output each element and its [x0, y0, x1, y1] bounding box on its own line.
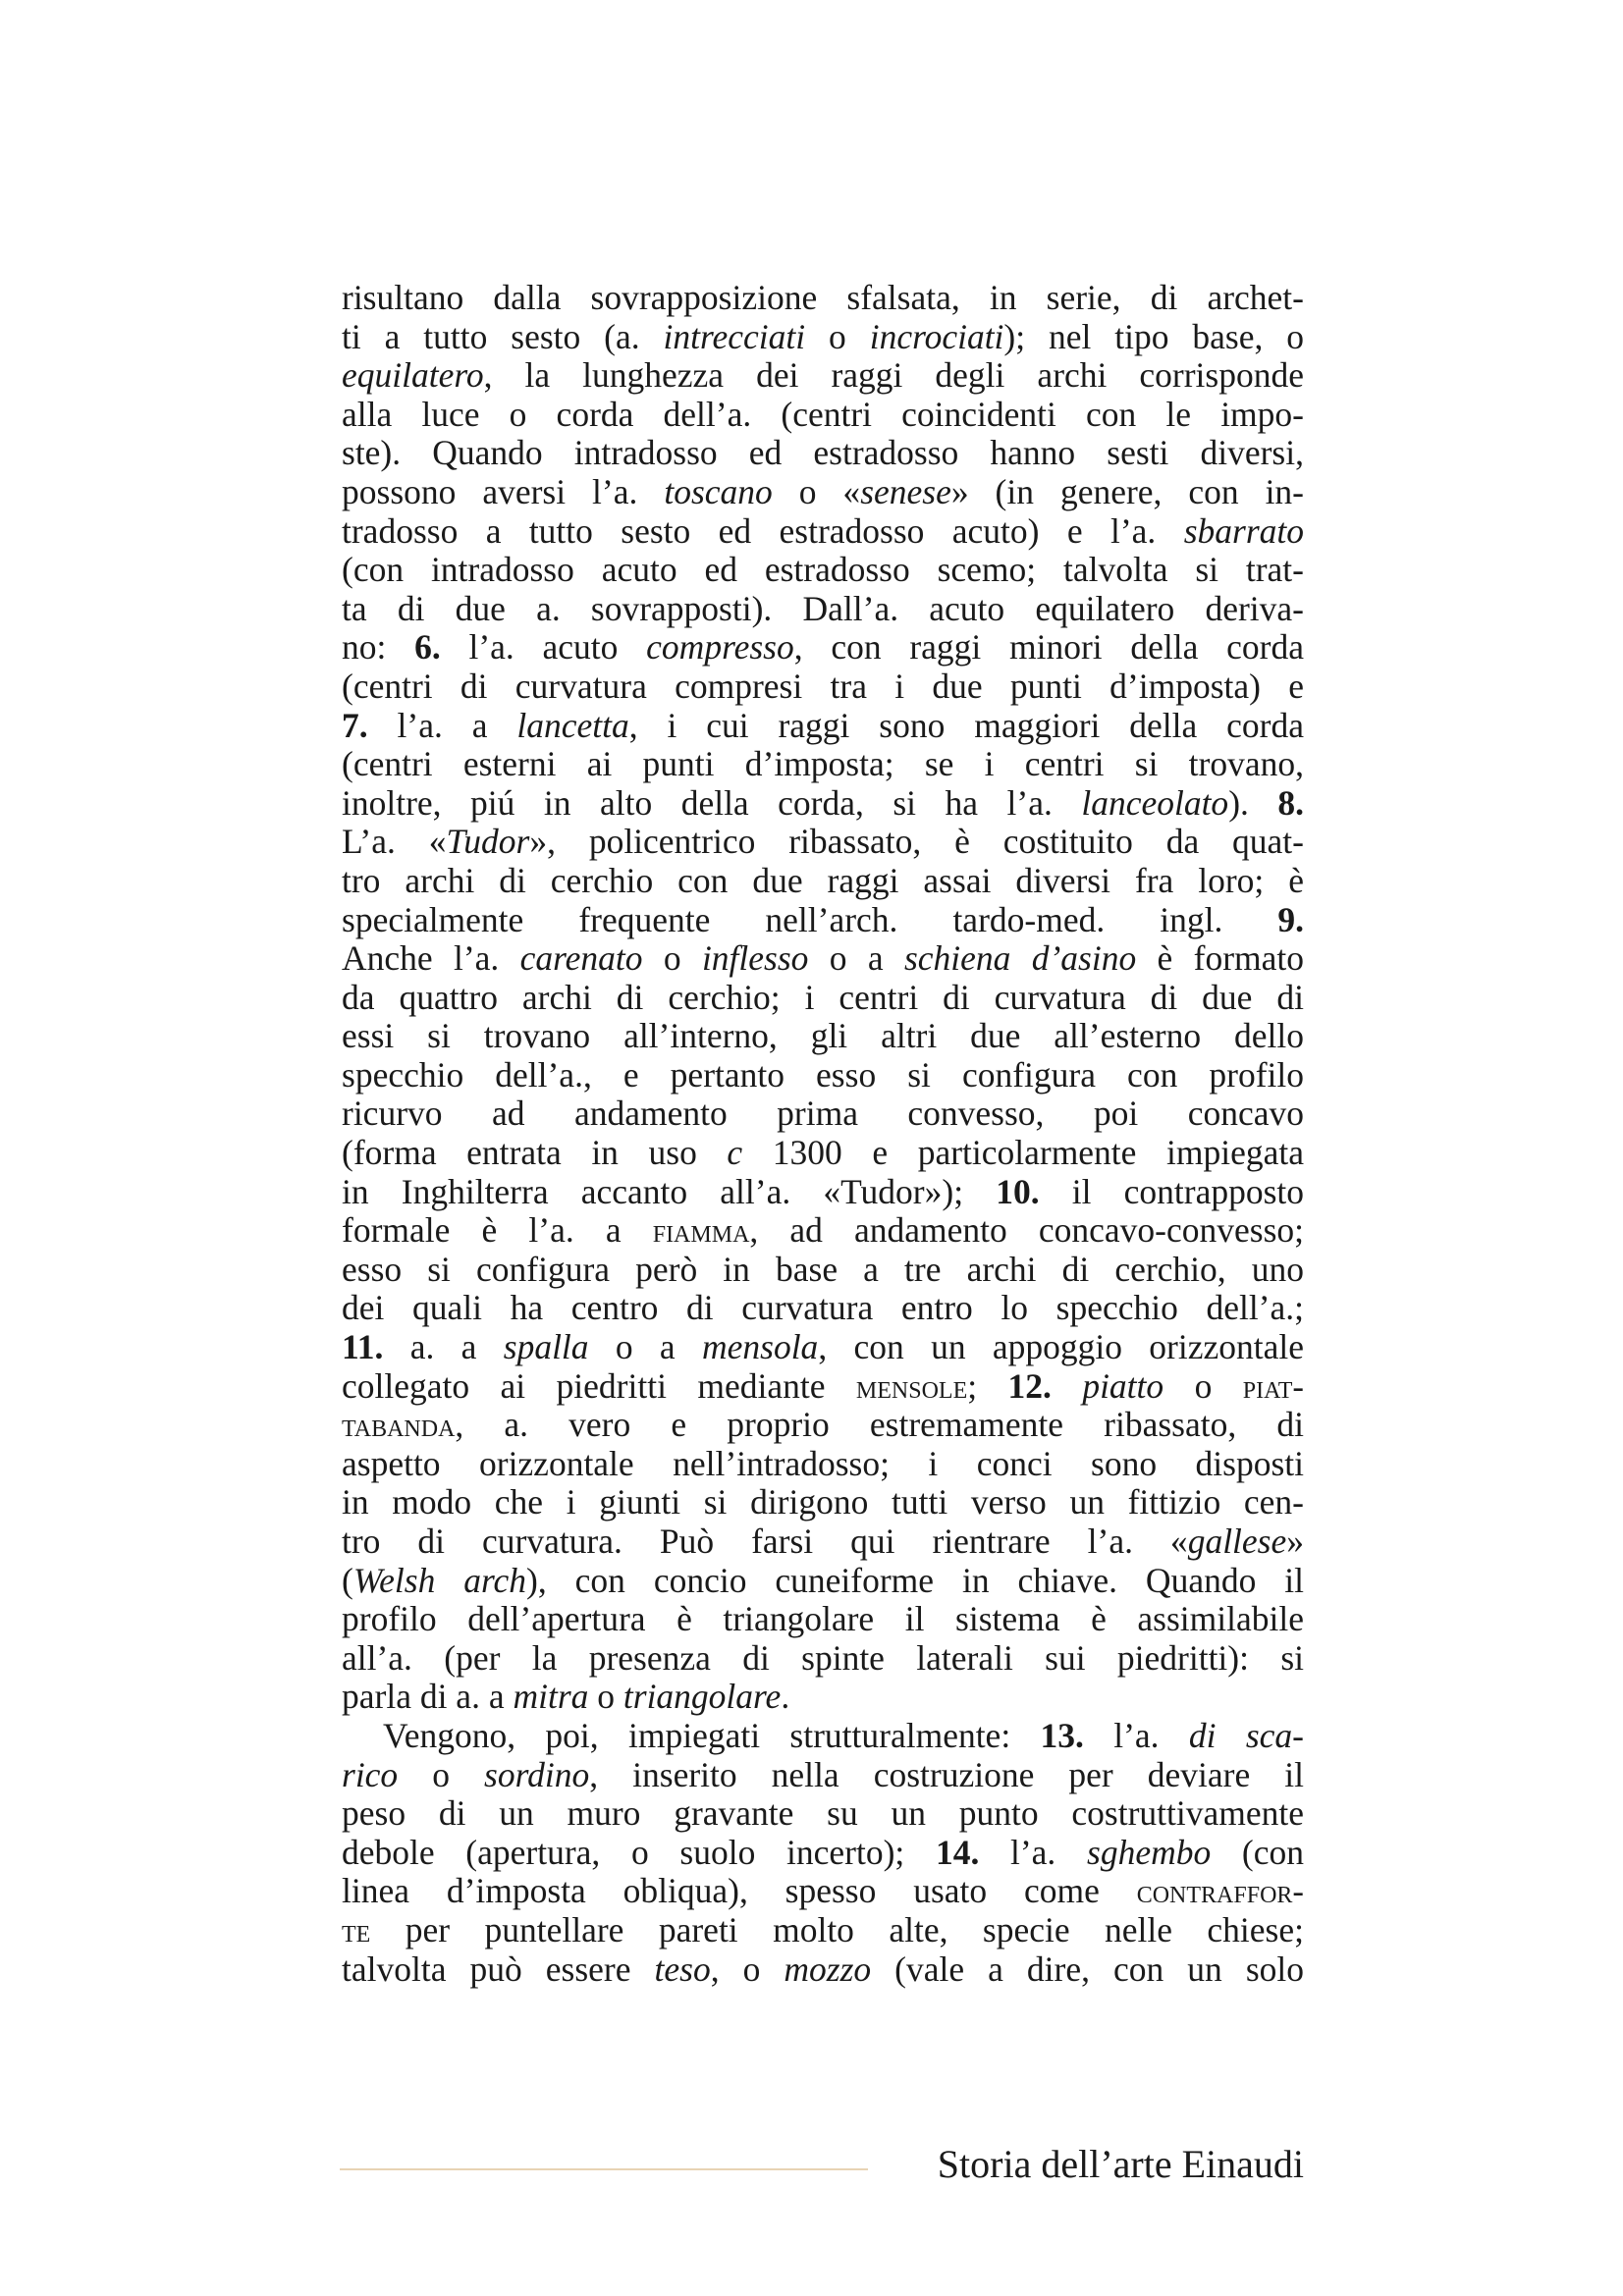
text-run: (forma entrata in uso [342, 1133, 728, 1173]
text-line [342, 1445, 1304, 1484]
italic-term: incrociati [869, 316, 1004, 356]
text-run: aspetto orizzontale nell’intradosso; i conci sono disposti [342, 1443, 1304, 1483]
item-number: 8. [1277, 782, 1304, 823]
italic-term: equilatero [342, 355, 484, 396]
text-line [342, 396, 1304, 435]
text-run: esso si configura però in base a tre archi di cerchio, uno [342, 1249, 1304, 1289]
text-run: specialmente frequente nell’arch. tardo-med. ingl. [342, 899, 1278, 939]
italic-term: carenato [519, 938, 643, 979]
italic-term: schiena d’asino [903, 938, 1137, 979]
text-run: per puntellare pareti molto alte, specie nelle chiese; [370, 1909, 1304, 1949]
item-number: 6. [414, 627, 441, 667]
italic-term: toscano [664, 471, 773, 511]
text-run: l’a. a [367, 705, 517, 745]
italic-term: mozzo [784, 1949, 872, 1989]
text-run: no: [342, 627, 415, 667]
cross-reference: mensole [855, 1366, 968, 1406]
text-line [342, 1872, 1304, 1911]
text-line [342, 628, 1304, 667]
text-run: 1300 e particolarmente impiegata [742, 1133, 1304, 1173]
cross-reference: piat- [1242, 1366, 1304, 1406]
text-run: , ad andamento concavo-convesso; [749, 1210, 1305, 1251]
text-run: profilo dell’apertura è triangolare il sistema è assimilabile [342, 1599, 1304, 1639]
text-run: (centri esterni ai punti d’imposta; se i centri si trovano, [342, 744, 1304, 784]
text-run: ), con concio cuneiforme in chiave. Quando il [526, 1560, 1304, 1600]
text-run: da quattro archi di cerchio; i centri di curvatura di due di [342, 977, 1304, 1017]
text-line [342, 1678, 1304, 1717]
italic-term: di sca- [1188, 1715, 1304, 1755]
text-run: (vale a dire, con un solo [871, 1949, 1304, 1989]
text-line [342, 1522, 1304, 1562]
text-run: ste). Quando intradosso ed estradosso hanno sesti diversi, [342, 433, 1304, 473]
text-line [342, 1483, 1304, 1522]
text-run: ( [342, 1560, 353, 1600]
text-run: , con un appoggio orizzontale [818, 1327, 1304, 1367]
italic-term: gallese [1187, 1522, 1287, 1561]
footer-title: Storia dell’arte Einaudi [937, 2142, 1304, 2186]
text-line [342, 979, 1304, 1018]
text-run: ); nel tipo base, o [1003, 316, 1305, 356]
italic-term: lancetta [516, 705, 629, 745]
text-run: ; [967, 1365, 1008, 1406]
text-run: . [781, 1677, 790, 1717]
body-text [342, 279, 1304, 1989]
text-run [1052, 1366, 1082, 1406]
text-run: l’a. acuto [440, 627, 647, 667]
text-run: , i cui raggi sono maggiori della corda [628, 705, 1305, 745]
text-run: è formato [1136, 938, 1305, 979]
italic-term: lanceolato [1081, 782, 1229, 823]
text-run: , con raggi minori della corda [793, 627, 1304, 667]
italic-term: inflesso [701, 938, 809, 979]
text-line [342, 1600, 1304, 1639]
italic-term: mensola [701, 1327, 819, 1367]
text-run: o [398, 1754, 485, 1794]
text-line [342, 1134, 1304, 1173]
text-run: o [642, 938, 702, 979]
text-line [342, 1794, 1304, 1834]
text-line [342, 823, 1304, 862]
text-line [342, 473, 1304, 512]
text-line [342, 279, 1304, 318]
text-run: risultano dalla sovrapposizione sfalsata, in serie, di archet- [342, 278, 1304, 317]
cross-reference: contraffor- [1136, 1872, 1304, 1911]
text-run: essi si trovano all’interno, gli altri due all’esterno dello [342, 1016, 1304, 1056]
item-number: 13. [1040, 1715, 1084, 1755]
text-run: , la lunghezza dei raggi degli archi corrisponde [483, 355, 1304, 396]
item-number: 7. [342, 705, 368, 745]
text-line [342, 1562, 1304, 1601]
text-run: ti a tutto sesto (a. [342, 316, 664, 356]
italic-term: mitra [513, 1677, 589, 1717]
text-run: parla di a. a [342, 1677, 514, 1717]
cross-reference: te [342, 1910, 371, 1949]
text-run: tro di curvatura. Può farsi qui rientrare l’a. « [342, 1522, 1188, 1561]
italic-term: c [727, 1133, 743, 1173]
text-line [342, 1289, 1304, 1328]
text-line [342, 939, 1304, 979]
text-run: debole (apertura, o suolo incerto); [342, 1832, 936, 1872]
text-run: alla luce o corda dell’a. (centri coincidenti con le impo- [342, 394, 1304, 434]
text-run: ricurvo ad andamento prima convesso, poi concavo [342, 1094, 1304, 1134]
text-run: ). [1228, 782, 1278, 823]
text-run: o « [772, 471, 861, 511]
text-line [342, 512, 1304, 552]
text-run: l’a. [1083, 1715, 1189, 1755]
text-run: il contrapposto [1039, 1171, 1304, 1211]
italic-term: triangolare [622, 1677, 782, 1717]
text-line [342, 1834, 1304, 1873]
text-run: tro archi di cerchio con due raggi assai diversi fra loro; è [342, 860, 1304, 900]
text-run: , a. vero e proprio estremamente ribassato, di [455, 1405, 1304, 1445]
text-run: peso di un muro gravante su un punto costruttivamente [342, 1793, 1304, 1834]
text-run: L’a. « [342, 822, 447, 862]
item-number: 9. [1277, 899, 1304, 939]
text-run: o [1163, 1365, 1243, 1406]
text-run: talvolta può essere [342, 1949, 655, 1989]
text-line [342, 745, 1304, 784]
italic-term: intrecciati [663, 316, 806, 356]
italic-term: compresso [646, 627, 794, 667]
text-line [342, 784, 1304, 824]
text-run: , inserito nella costruzione per deviare il [589, 1754, 1304, 1794]
text-run: (centri di curvatura compresi tra i due punti d’imposta) e [342, 666, 1304, 706]
italic-term: Welsh arch [352, 1560, 527, 1600]
italic-term: sbarrato [1183, 510, 1304, 551]
cross-reference: fiamma [652, 1211, 750, 1251]
text-line [342, 901, 1304, 940]
italic-term: Tudor [446, 822, 530, 862]
italic-term: teso [654, 1949, 711, 1989]
text-run: in modo che i giunti si dirigono tutti verso un fittizio cen- [342, 1482, 1304, 1522]
text-run: (con intradosso acuto ed estradosso scemo; talvolta si trat- [342, 550, 1304, 590]
text-line [342, 1406, 1304, 1445]
italic-term: senese [860, 471, 951, 511]
text-run: specchio dell’a., e pertanto esso si configura con profilo [342, 1054, 1304, 1095]
text-run: » (in genere, con in- [950, 471, 1305, 511]
text-run: possono aversi l’a. [342, 471, 665, 511]
text-run: ta di due a. sovrapposti). Dall’a. acuto equilatero deriva- [342, 588, 1304, 628]
text-run: formale è l’a. a [342, 1210, 653, 1251]
text-line [342, 1717, 1304, 1756]
text-line [342, 1017, 1304, 1056]
text-run: Vengono, poi, impiegati strutturalmente: [383, 1715, 1041, 1755]
text-line [342, 1639, 1304, 1679]
text-run: a. a [383, 1327, 504, 1367]
item-number: 14. [935, 1832, 980, 1872]
text-line [342, 1328, 1304, 1367]
text-run: Anche l’a. [342, 938, 520, 979]
text-line [342, 707, 1304, 746]
text-run: , o [710, 1949, 784, 1989]
text-run: », policentrico ribassato, è costituito da quat- [529, 822, 1304, 862]
text-run: l’a. [979, 1832, 1087, 1872]
item-number: 10. [996, 1171, 1040, 1211]
text-run: o [805, 316, 870, 356]
text-run: inoltre, piú in alto della corda, si ha l’a. [342, 782, 1082, 823]
text-line [342, 1367, 1304, 1407]
text-line [342, 667, 1304, 707]
text-run: o [588, 1677, 623, 1717]
text-line [342, 356, 1304, 396]
text-line [342, 1056, 1304, 1095]
text-line [342, 318, 1304, 357]
text-line [342, 1211, 1304, 1251]
text-line [342, 1095, 1304, 1134]
text-run: all’a. (per la presenza di spinte laterali sui piedritti): si [342, 1637, 1304, 1678]
italic-term: sghembo [1087, 1832, 1212, 1872]
text-run: » [1286, 1522, 1304, 1561]
text-run: linea d’imposta obliqua), spesso usato come [342, 1871, 1137, 1911]
text-line [342, 862, 1304, 901]
text-line [342, 1950, 1304, 1990]
text-run: collegato ai piedritti mediante [342, 1365, 856, 1406]
text-line [342, 434, 1304, 473]
italic-term: rico [342, 1754, 399, 1794]
text-run: tradosso a tutto sesto ed estradosso acuto) e l’a. [342, 510, 1184, 551]
item-number: 12. [1007, 1365, 1052, 1406]
text-run: dei quali ha centro di curvatura entro lo specchio dell’a.; [342, 1288, 1304, 1328]
text-line [342, 1173, 1304, 1212]
italic-term: piatto [1082, 1365, 1164, 1406]
text-line [342, 551, 1304, 590]
text-line [342, 590, 1304, 629]
text-run: in Inghilterra accanto all’a. «Tudor»); [342, 1171, 997, 1211]
text-run: (con [1211, 1832, 1304, 1872]
text-line [342, 1251, 1304, 1290]
italic-term: spalla [503, 1327, 589, 1367]
footer-rule [340, 2168, 868, 2170]
cross-reference: tabanda [342, 1406, 456, 1445]
item-number: 11. [342, 1327, 384, 1367]
italic-term: sordino [484, 1754, 590, 1794]
text-line [342, 1756, 1304, 1795]
text-line [342, 1911, 1304, 1950]
text-run: o a [808, 938, 904, 979]
text-run: o a [588, 1327, 702, 1367]
